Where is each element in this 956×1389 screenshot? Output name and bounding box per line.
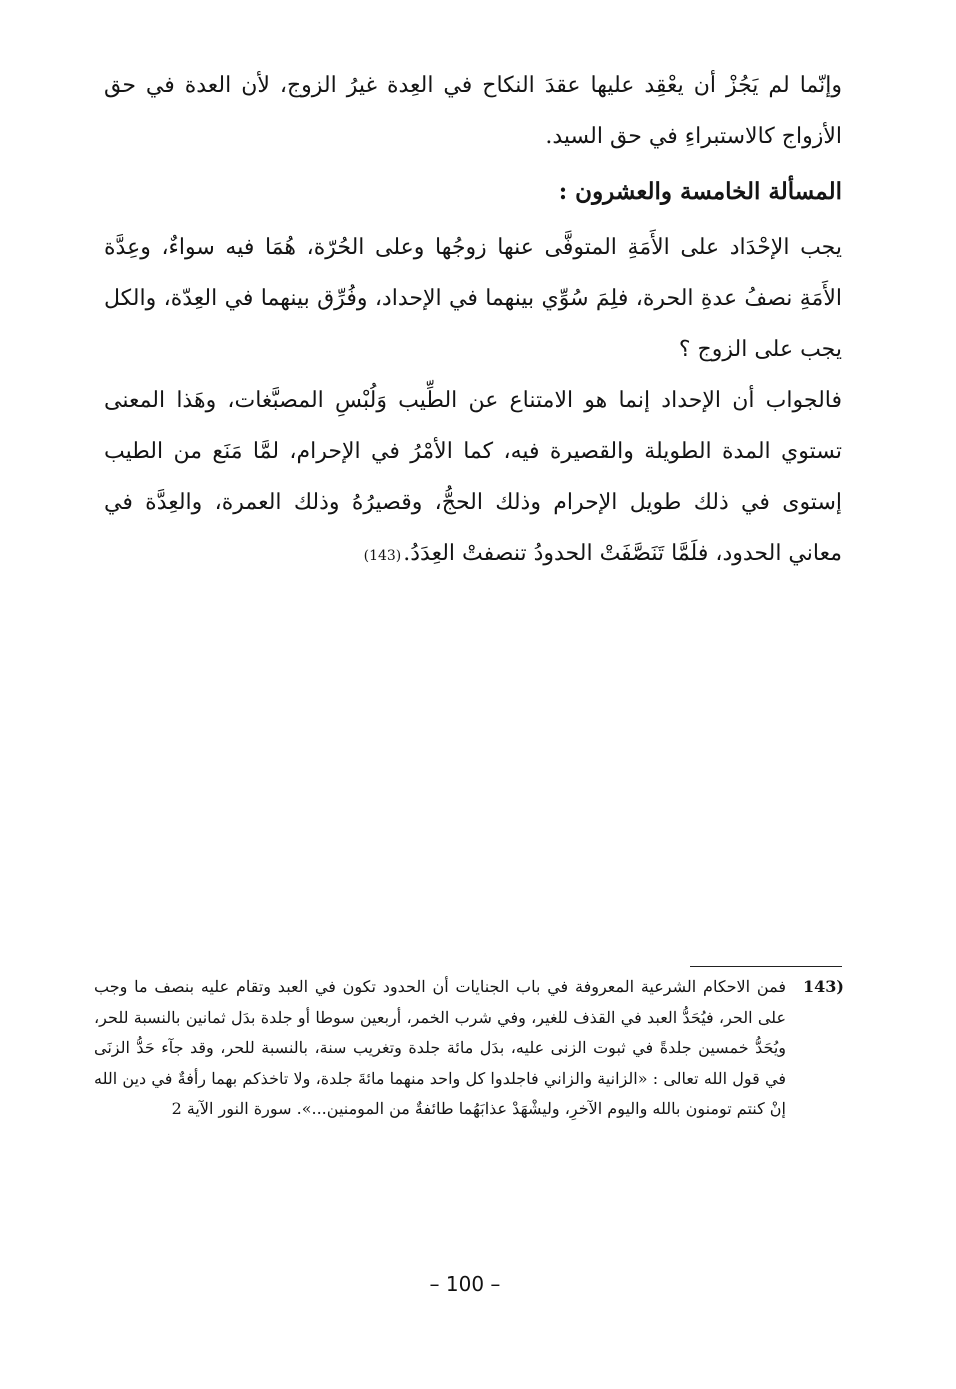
footnote-divider (690, 966, 842, 967)
section-heading: المسألة الخامسة والعشرون : (558, 178, 842, 205)
footnote-reference: (143) (363, 548, 402, 564)
paragraph-2: يجب الإحْدَاد على الأَمَةِ المتوفَّى عنها زوجُها وعلى الحُرّة، هُمَا فيه سواءٌ، وعِدَّة الأَمَةِ نصفُ عدةِ الحرة، فلِمَ سُوِّي بينهما في الإحداد، وفُرِّق بينهما في العِدّة، والكل يجب على الزوج ؟ (104, 235, 843, 362)
paragraph-1: وإنّما لم يَجُزْ أن يعْقِد عليها عقدَ النكاح في العِدة غيرُ الزوج، لأن العدة في حق الأزواج كالاستبراءِ في حق السيد. (104, 73, 842, 149)
paragraph-3 (104, 375, 842, 582)
footnote-number: (143 (803, 977, 844, 996)
footnote-text: فمن الاحكام الشرعية المعروفة في باب الجنايات أن الحدود تكون في العبد وتقام عليه بنصف ما وجب على الحر، فيُحَدُّ العبد في القذف للغير، وفي شرب الخمر، أربعين سوطا أو جلدة بدَل ثمانين بالنسبة للحر، ويُحَدُّ خمسين جلدةً في ثبوت الزنى عليه، بدَل مائة جلدة وتغريب سنة، بالنسبة للحر، وقد جآء حَدُّ الزنَى في قول الله تعالى : «الزانية والزاني فاجلدوا كل واحد منهما مائةَ جلدة، ولا تاخذكم بهما رأفةٌ في دين الله إنْ كنتم تومنون بالله واليوم الآخرِ، وليشْهَدْ عذابَهُما طائفةٌ من المومنين...». سورة النور الآية 2 (94, 977, 786, 1118)
footnote (94, 972, 844, 1125)
main-text-block (104, 60, 842, 582)
paragraph-3-text: فالجواب أن الإحداد إنما هو الامتناع عن الطِّيب وَلُبْسِ المصبَّغات، وهَذا المعنى تستوي المدة الطويلة والقصيرة فيه، كما الأمْرُ في الإحرام، لمَّا مَنَع من الطيب إستوى في ذلك طويل الإحرام وذلك الحجُّ، وقصيرُهُ وذلك العمرة، والعِدَّة في معاني الحدود، فلَمَّا تَنَصَّفَتْ الحدودُ تنصفتْ العِدَدُ. (104, 388, 842, 566)
page-number: – 100 – (429, 1272, 501, 1296)
